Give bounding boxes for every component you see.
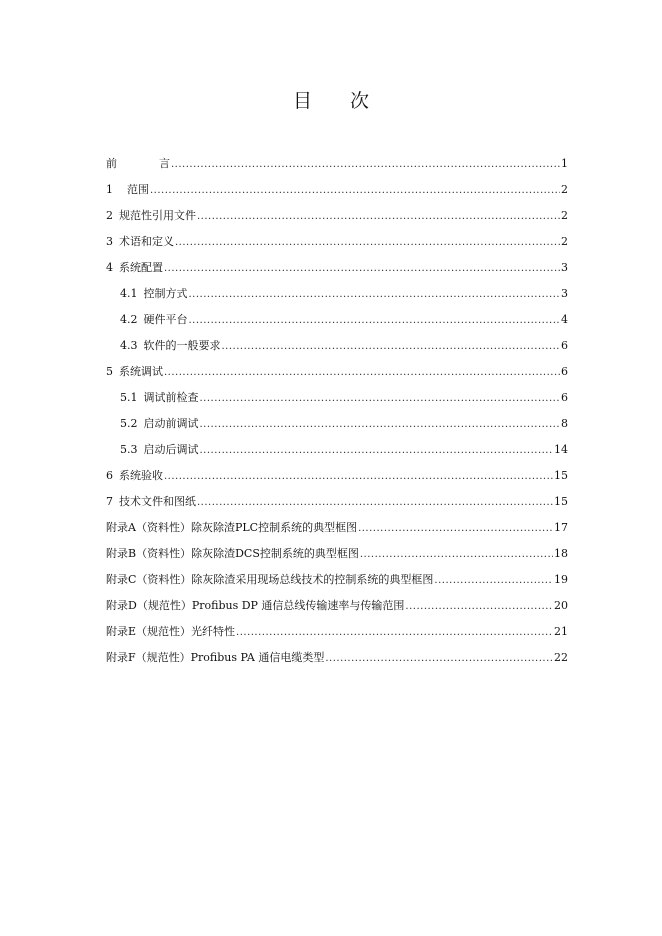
toc-page-number: 3	[561, 261, 568, 274]
toc-leader-dots	[197, 490, 553, 516]
toc-page-number: 6	[561, 339, 568, 352]
toc-leader-dots	[189, 282, 561, 308]
toc-entry-label: 附录D（规范性）Profibus DP 通信总线传输速率与传输范围	[106, 599, 405, 612]
toc-subentry[interactable]	[106, 385, 568, 411]
toc-entry-label: 附录E（规范性）光纤特性	[106, 625, 236, 638]
toc-entry[interactable]	[106, 255, 568, 281]
toc-entry-label: 前 言	[106, 157, 170, 170]
toc-page-number: 6	[561, 391, 568, 404]
toc-leader-dots	[200, 386, 561, 412]
toc-page-number: 18	[554, 547, 568, 560]
toc-entry-label: 1 范围	[106, 183, 149, 196]
toc-page-number: 2	[561, 183, 568, 196]
toc-entry[interactable]	[106, 463, 568, 489]
toc-page-number: 14	[554, 443, 568, 456]
toc-entry-label: 4 系统配置	[106, 261, 163, 274]
toc-leader-dots	[164, 256, 560, 282]
toc-page-number: 4	[561, 313, 568, 326]
toc-leader-dots	[197, 204, 560, 230]
title-char-2: 次	[350, 90, 370, 112]
toc-page-number: 21	[554, 625, 568, 638]
toc-appendix-entry[interactable]	[106, 619, 568, 645]
toc-subentry[interactable]	[106, 333, 568, 359]
toc-page-number: 19	[554, 573, 568, 586]
toc-leader-dots	[164, 464, 553, 490]
toc-page-number: 1	[561, 157, 568, 170]
toc-entry[interactable]	[106, 177, 568, 203]
toc-entry-label: 5.3 启动后调试	[120, 443, 199, 456]
toc-entry-label: 4.2 硬件平台	[120, 313, 188, 326]
toc-entry-label: 附录C（资料性）除灰除渣采用现场总线技术的控制系统的典型框图	[106, 573, 434, 586]
toc-subentry[interactable]	[106, 411, 568, 437]
toc-leader-dots	[200, 438, 554, 464]
toc-entry-label: 6 系统验收	[106, 469, 163, 482]
toc-entry-label: 3 术语和定义	[106, 235, 174, 248]
toc-entry[interactable]	[106, 359, 568, 385]
page-title	[0, 86, 662, 113]
toc-entry-label: 5.2 启动前调试	[120, 417, 199, 430]
toc-leader-dots	[171, 152, 560, 178]
toc-page-number: 2	[561, 235, 568, 248]
toc-leader-dots	[189, 308, 561, 334]
toc-leader-dots	[325, 646, 553, 672]
toc-leader-dots	[150, 178, 560, 204]
toc-page-number: 3	[561, 287, 568, 300]
toc-page-number: 17	[554, 521, 568, 534]
toc-entry-label: 4.3 软件的一般要求	[120, 339, 221, 352]
toc-subentry[interactable]	[106, 281, 568, 307]
toc-entry-label: 5 系统调试	[106, 365, 163, 378]
toc-entry-label: 7 技术文件和图纸	[106, 495, 196, 508]
toc-leader-dots	[360, 542, 553, 568]
toc-page-number: 8	[561, 417, 568, 430]
toc-entry-label: 附录B（资料性）除灰除渣DCS控制系统的典型框图	[106, 547, 359, 560]
toc-appendix-entry[interactable]	[106, 541, 568, 567]
toc-subentry[interactable]	[106, 437, 568, 463]
toc-entry[interactable]	[106, 203, 568, 229]
toc-leader-dots	[222, 334, 561, 360]
toc-leader-dots	[405, 594, 553, 620]
toc-leader-dots	[358, 516, 553, 542]
toc-entry-label: 4.1 控制方式	[120, 287, 188, 300]
toc-entry[interactable]	[106, 229, 568, 255]
toc-leader-dots	[200, 412, 561, 438]
toc-page-number: 15	[554, 469, 568, 482]
toc-page-number: 2	[561, 209, 568, 222]
table-of-contents	[106, 151, 568, 671]
toc-page-number: 15	[554, 495, 568, 508]
toc-entry[interactable]	[106, 489, 568, 515]
title-char-1: 目	[292, 90, 312, 112]
toc-leader-dots	[434, 568, 553, 594]
toc-entry-label: 附录A（资料性）除灰除渣PLC控制系统的典型框图	[106, 521, 358, 534]
toc-page-number: 22	[554, 651, 568, 664]
toc-entry-preface[interactable]	[106, 151, 568, 177]
toc-entry-label: 5.1 调试前检查	[120, 391, 199, 404]
toc-entry-label: 附录F（规范性）Profibus PA 通信电缆类型	[106, 651, 325, 664]
toc-appendix-entry[interactable]	[106, 645, 568, 671]
toc-leader-dots	[175, 230, 560, 256]
toc-leader-dots	[164, 360, 560, 386]
toc-page-number: 6	[561, 365, 568, 378]
toc-entry-label: 2 规范性引用文件	[106, 209, 196, 222]
toc-appendix-entry[interactable]	[106, 515, 568, 541]
toc-subentry[interactable]	[106, 307, 568, 333]
toc-appendix-entry[interactable]	[106, 593, 568, 619]
toc-appendix-entry[interactable]	[106, 567, 568, 593]
toc-page-number: 20	[554, 599, 568, 612]
toc-leader-dots	[236, 620, 553, 646]
